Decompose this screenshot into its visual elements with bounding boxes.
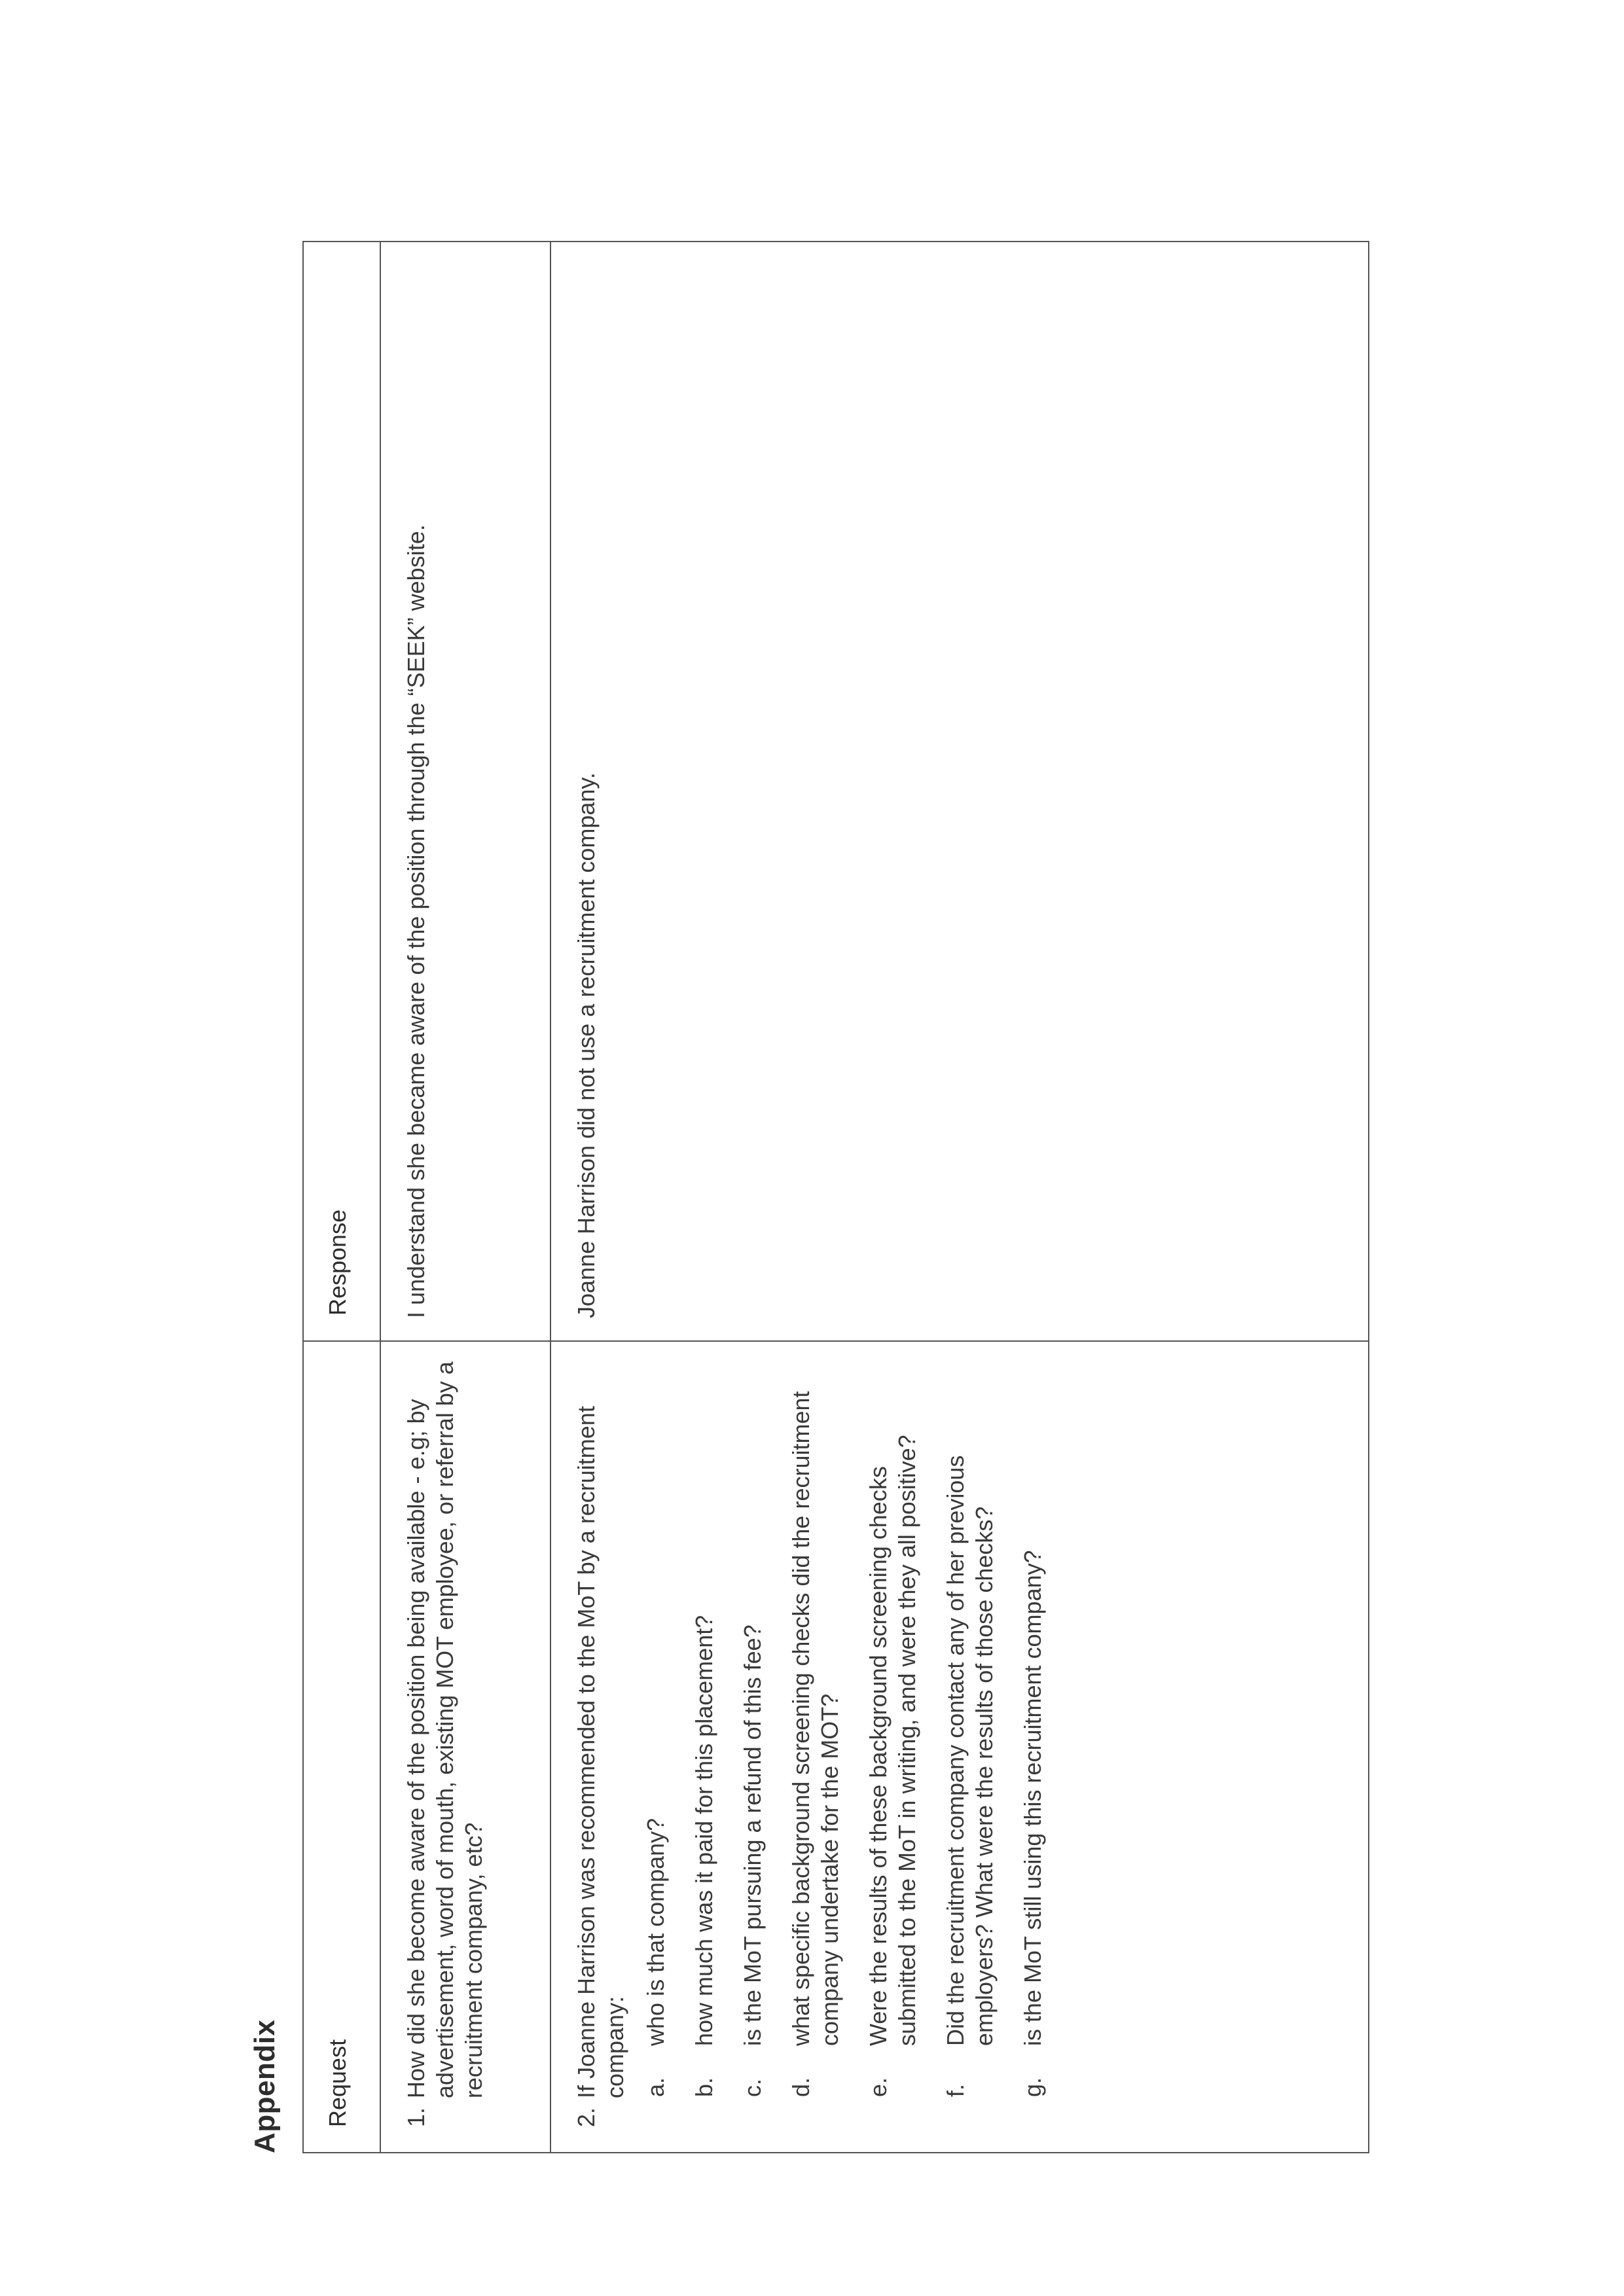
request-column-header: Request [303, 1341, 380, 2153]
list-item [864, 1360, 922, 2097]
request-cell [550, 1341, 1369, 2153]
table-row [550, 242, 1369, 2153]
sub-item-marker: e. [865, 2077, 892, 2097]
sub-item-text: Were the results of these background screening checks submitted to the MoT in writing, and were they all positive? [865, 1435, 920, 2046]
sub-item-text: is the MoT pursuing a refund of this fee? [739, 1624, 766, 2046]
list-item [690, 1360, 719, 2097]
list-item [641, 1360, 670, 2097]
sub-item-marker: d. [787, 2077, 814, 2097]
request-text: How did she become aware of the position being available - e.g; by advertisement, word of mouth, existing MOT employee, or referral by a recruitment company, etc? [403, 1361, 487, 2098]
page-title: Appendix [249, 2019, 281, 2153]
sub-item-marker: a. [642, 2077, 669, 2097]
sub-item-marker: c. [739, 2078, 766, 2097]
item-number: 2. [573, 2107, 600, 2127]
request-cell [380, 1341, 550, 2153]
rotated-page-content [249, 242, 1394, 2153]
sub-item-text: is the MoT still using this recruitment company? [1019, 1550, 1046, 2046]
sub-item-marker: b. [691, 2077, 717, 2097]
table-header-row [303, 242, 380, 2153]
response-text: I understand she became aware of the position through the “SEEK” website. [403, 524, 429, 1318]
response-text: Joanne Harrison did not use a recruitment company. [573, 772, 600, 1318]
sub-question-list [641, 1360, 1047, 2127]
numbered-request [572, 1360, 630, 2127]
response-column-header: Response [303, 242, 380, 1341]
response-cell [380, 242, 550, 1341]
sub-item-text: who is that company? [642, 1818, 669, 2046]
sub-item-text: what specific background screening checks did the recruitment company undertake for the MOT? [787, 1391, 843, 2046]
list-item [787, 1360, 844, 2097]
list-item [941, 1360, 999, 2097]
list-item [738, 1360, 767, 2097]
numbered-request [402, 1360, 488, 2127]
table-row [380, 242, 550, 2153]
sub-item-text: how much was it paid for this placement? [691, 1615, 717, 2046]
sub-item-marker: g. [1019, 2077, 1046, 2097]
request-text: If Joanne Harrison was recommended to the MoT by a recruitment company: [573, 1406, 628, 2098]
sub-item-text: Did the recruitment company contact any of her previous employers? What were the results of those checks? [942, 1455, 998, 2046]
list-item [1019, 1360, 1047, 2097]
response-cell [550, 242, 1369, 1341]
sub-item-marker: f. [942, 2083, 969, 2097]
item-number: 1. [403, 2107, 429, 2127]
appendix-table [302, 241, 1369, 2153]
